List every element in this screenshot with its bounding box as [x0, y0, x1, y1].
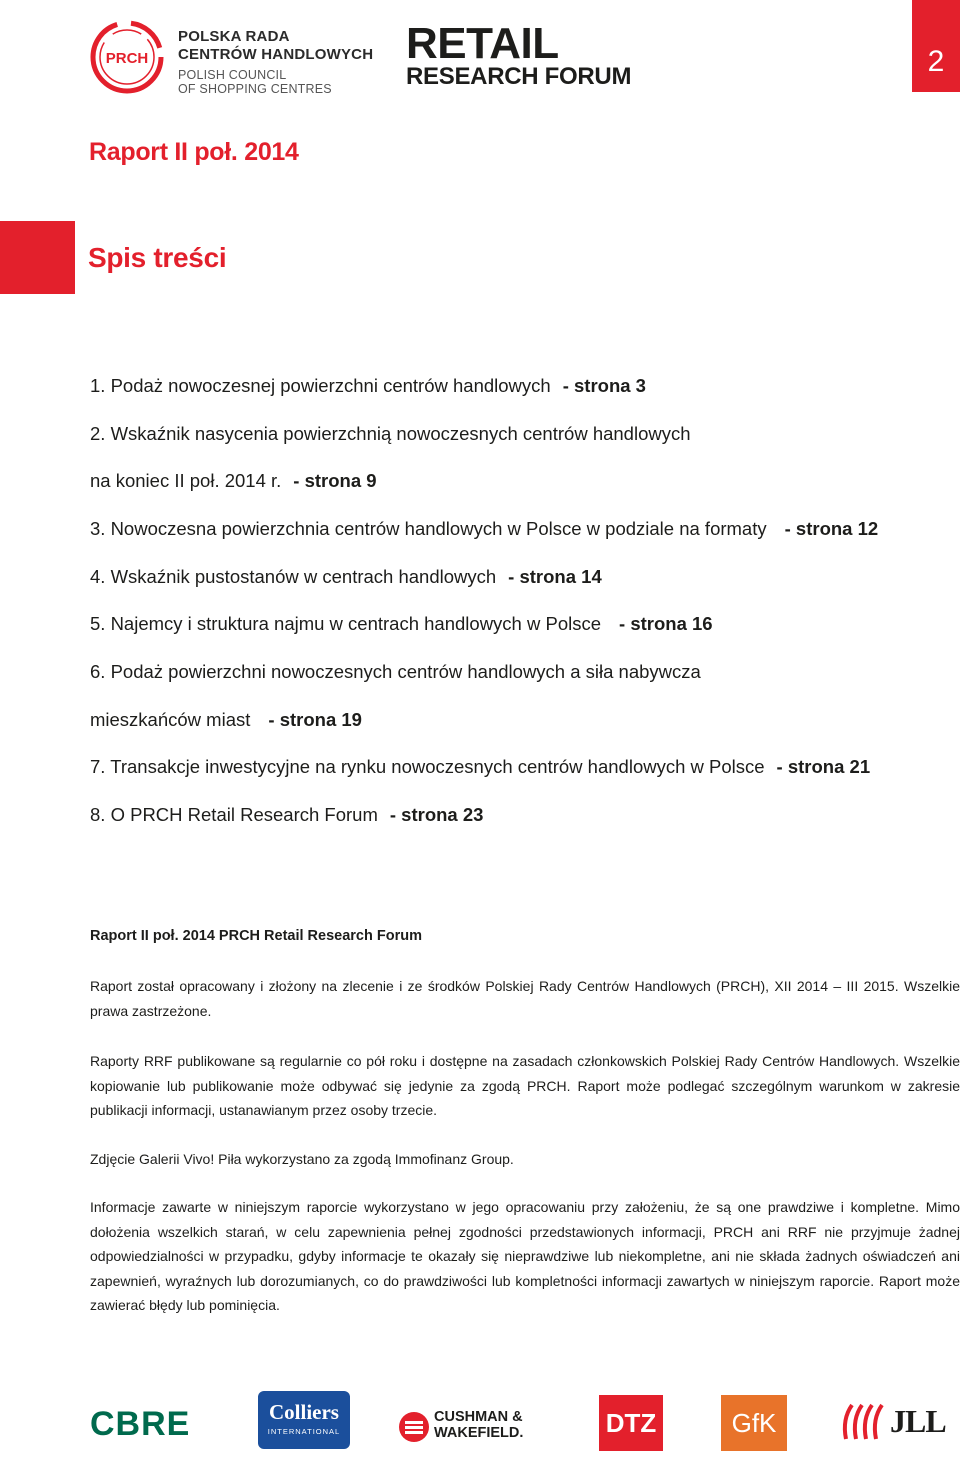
toc-item-2-cont[interactable] — [90, 467, 377, 495]
toc-item-page: - strona 3 — [562, 375, 646, 396]
toc-item-7[interactable] — [90, 753, 870, 781]
toc-item-4[interactable] — [90, 563, 602, 591]
toc-item-page: - strona 14 — [508, 566, 602, 587]
toc-item-page: - strona 19 — [268, 709, 362, 730]
jll-emblem-icon — [838, 1399, 888, 1443]
toc-item-text: na koniec II poł. 2014 r. — [90, 470, 282, 491]
toc-item-5[interactable] — [90, 610, 713, 638]
dtz-logo: DTZ — [599, 1395, 663, 1451]
info-paragraph-photo-credit: Zdjęcie Galerii Vivo! Piła wykorzystano za zgodą Immofinanz Group. — [90, 1150, 514, 1167]
info-title: Raport II poł. 2014 PRCH Retail Research Forum — [90, 928, 422, 944]
prch-logo — [88, 18, 378, 98]
jll-logo: JLL — [890, 1403, 946, 1439]
toc-item-2[interactable] — [90, 420, 691, 448]
report-heading: Raport II poł. 2014 — [89, 138, 299, 166]
colliers-logo — [258, 1391, 350, 1449]
partner-logos — [0, 1385, 960, 1455]
toc-item-text: mieszkańców miast — [90, 709, 251, 730]
toc-item-text: 8. O PRCH Retail Research Forum — [90, 804, 378, 825]
toc-item-page: - strona 9 — [293, 470, 377, 491]
org-name — [178, 28, 378, 96]
info-paragraph-disclaimer: Informacje zawarte w niniejszym raporcie wykorzystano w jego opracowaniu przy założeniu, że są one prawdziwe i kompletne. Mimo dołożenia wszelkich starań, w celu zapewnienia pełnej zgodności przedstawionych informacji, PRCH ani RRF nie przyjmuje żadnej odpowiedzialności w przypadku, gdyby informacje te okazały się nieprawdziwe lub niekompletne, ani nie składa żadnych oświadczeń ani zapewnień, wyraźnych lub dorozumianych, co do prawdziwości lub kompletności informacji zawartych w niniejszym raporcie. Raport może zawierać błędy lub pominięcia. — [90, 1199, 960, 1313]
org-name-pl-2: CENTRÓW HANDLOWYCH — [178, 46, 374, 63]
toc-item-page: - strona 12 — [784, 518, 879, 539]
toc-item-8[interactable] — [90, 801, 483, 829]
toc-item-text: 2. Wskaźnik nasycenia powierzchnią nowoczesnych centrów handlowych — [90, 423, 691, 444]
toc-item-page: - strona 16 — [619, 613, 713, 634]
brand-line-2: RESEARCH FORUM — [406, 63, 632, 90]
toc-item-page: - strona 21 — [776, 756, 871, 777]
cushman-line-2: WAKEFIELD. — [434, 1425, 524, 1441]
info-paragraph-copyright: Raport został opracowany i złożony na zlecenie i ze środków Polskiej Rady Centrów Handlowych (PRCH), XII 2014 – III 2015. Wszelkie prawa zastrzeżone. — [90, 978, 960, 1019]
report-info — [90, 924, 960, 1318]
toc-item-text: 4. Wskaźnik pustostanów w centrach handlowych — [90, 566, 497, 587]
cushman-wakefield-emblem-icon — [398, 1411, 430, 1443]
toc-item-6[interactable] — [90, 658, 701, 686]
colliers-logo-sub: INTERNATIONAL — [267, 1427, 341, 1436]
cushman-wakefield-logo — [398, 1405, 548, 1449]
toc-item-text: 1. Podaż nowoczesnej powierzchni centrów handlowych — [90, 375, 551, 396]
prch-circle-icon — [88, 18, 166, 96]
cushman-wakefield-text — [434, 1409, 523, 1441]
brand-line-1: RETAIL — [406, 19, 559, 68]
toc-item-text: 5. Najemcy i struktura najmu w centrach handlowych w Polsce — [90, 613, 602, 634]
toc-accent-band — [0, 221, 75, 294]
toc-item-text: 6. Podaż powierzchni nowoczesnych centrów handlowych a siła nabywcza — [90, 661, 701, 682]
info-paragraph-publication: Raporty RRF publikowane są regularnie co pół roku i dostępne na zasadach członkowskich Polskiej Rady Centrów Handlowych. Wszelkie kopiowanie lub publikowanie może odbywać się jedynie za zgodą PRCH. Raport może podlegać szczególnym warunkom w zakresie publikacji informacji, ustanawianym przez osoby trzecie. — [90, 1053, 960, 1118]
toc-item-6-cont[interactable] — [90, 706, 362, 734]
cushman-line-1: CUSHMAN & — [434, 1409, 523, 1425]
colliers-logo-name: Colliers — [269, 1400, 339, 1424]
org-name-en-2: OF SHOPPING CENTRES — [178, 82, 332, 96]
toc-item-3[interactable] — [90, 515, 878, 543]
org-name-pl-1: POLSKA RADA — [178, 28, 290, 45]
prch-circle-text: PRCH — [105, 50, 149, 67]
retail-research-forum-logo — [406, 19, 686, 90]
org-name-en-1: POLISH COUNCIL — [178, 68, 287, 82]
cbre-logo: CBRE — [90, 1405, 191, 1443]
toc-title: Spis treści — [88, 242, 227, 273]
toc-item-page: - strona 23 — [389, 804, 484, 825]
toc-item-text: 3. Nowoczesna powierzchnia centrów handlowych w Polsce w podziale na formaty — [90, 518, 767, 539]
toc-item-text: 7. Transakcje inwestycyjne na rynku nowoczesnych centrów handlowych w Polsce — [90, 756, 765, 777]
gfk-logo: GfK — [721, 1395, 787, 1451]
toc-item-1[interactable] — [90, 372, 646, 400]
page-number: 2 — [912, 0, 960, 92]
